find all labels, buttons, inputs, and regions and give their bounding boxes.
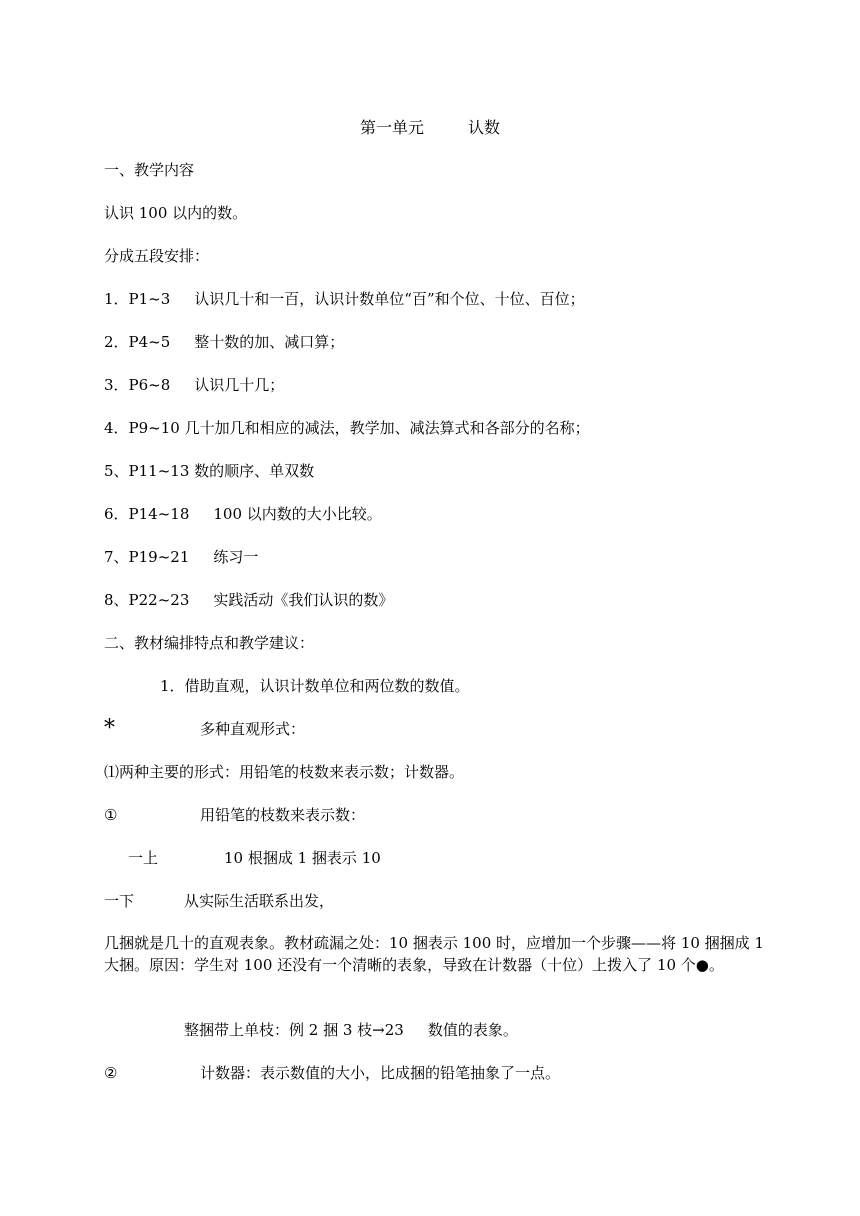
circle2-mark: ② — [104, 1064, 118, 1082]
list-item-ref: 3．P6~8 — [104, 376, 171, 394]
list-item-text: 练习一 — [213, 548, 259, 566]
list-item-ref: 8、P22~23 — [104, 591, 190, 609]
section2-sub1: ⑴两种主要的形式：用铅笔的枝数来表示数；计数器。 — [104, 763, 465, 781]
section2-point1: 1．借助直观，认识计数单位和两位数的数值。 — [160, 677, 470, 695]
circle1-mark: ① — [104, 806, 118, 824]
section2-paragraph: 几捆就是几十的直观表象。教材疏漏之处：10 捆表示 100 时，应增加一个步骤——将 10 捆捆成 1 大捆。原因：学生对 100 还没有一个清晰的表象，导致在计数器（十位）上拨入了 10 个●。 — [104, 934, 764, 974]
bundle-text: 整捆带上单枝：例 2 捆 3 枝→23 — [184, 1021, 404, 1039]
circle2-text: 计数器：表示数值的大小，比成捆的铅笔抽象了一点。 — [200, 1064, 561, 1082]
section1-heading: 一、教学内容 — [104, 161, 195, 179]
section2-heading: 二、教材编排特点和教学建议： — [104, 634, 315, 652]
list-item-ref: 4．P9~10 — [104, 419, 180, 437]
title-topic: 认数 — [468, 118, 501, 137]
grade-up-text: 10 根捆成 1 捆表示 10 — [224, 849, 381, 867]
bundle-line — [184, 1020, 518, 1040]
section1-arrangement: 分成五段安排： — [104, 247, 210, 265]
page-title — [0, 118, 860, 138]
list-item-ref: 7、P19~21 — [104, 548, 190, 566]
list-item — [104, 461, 314, 481]
grade-down-text: 从实际生活联系出发， — [184, 892, 335, 910]
circle1-text: 用铅笔的枝数来表示数： — [200, 806, 366, 824]
list-item — [104, 375, 284, 395]
star-text: 多种直观形式： — [200, 720, 306, 738]
list-item — [104, 418, 590, 438]
grade-up-label: 一上 — [128, 849, 159, 867]
section1-intro: 认识 100 以内的数。 — [104, 204, 248, 222]
list-item-text: 实践活动《我们认识的数》 — [213, 591, 394, 609]
list-item — [104, 332, 344, 352]
list-item-text: 100 以内数的大小比较。 — [213, 505, 382, 523]
star-mark: * — [104, 716, 115, 741]
list-item-text: 认识几十和一百，认识计数单位“百”和个位、十位、百位； — [194, 290, 585, 308]
list-item-text: 数的顺序、单双数 — [194, 462, 315, 480]
list-item-text: 几十加几和相应的减法，教学加、减法算式和各部分的名称； — [184, 419, 590, 437]
bundle-note: 数值的表象。 — [427, 1021, 518, 1039]
list-item-text: 整十数的加、减口算； — [194, 333, 345, 351]
list-item-ref: 5、P11~13 — [104, 462, 190, 480]
list-item — [104, 590, 393, 610]
list-item — [104, 547, 258, 567]
list-item-ref: 2．P4~5 — [104, 333, 171, 351]
list-item — [104, 504, 382, 524]
list-item-ref: 6．P14~18 — [104, 505, 190, 523]
list-item — [104, 289, 585, 309]
grade-down-label: 一下 — [104, 892, 135, 910]
list-item-text: 认识几十几； — [194, 376, 285, 394]
title-unit: 第一单元 — [359, 118, 424, 137]
list-item-ref: 1．P1~3 — [104, 290, 171, 308]
